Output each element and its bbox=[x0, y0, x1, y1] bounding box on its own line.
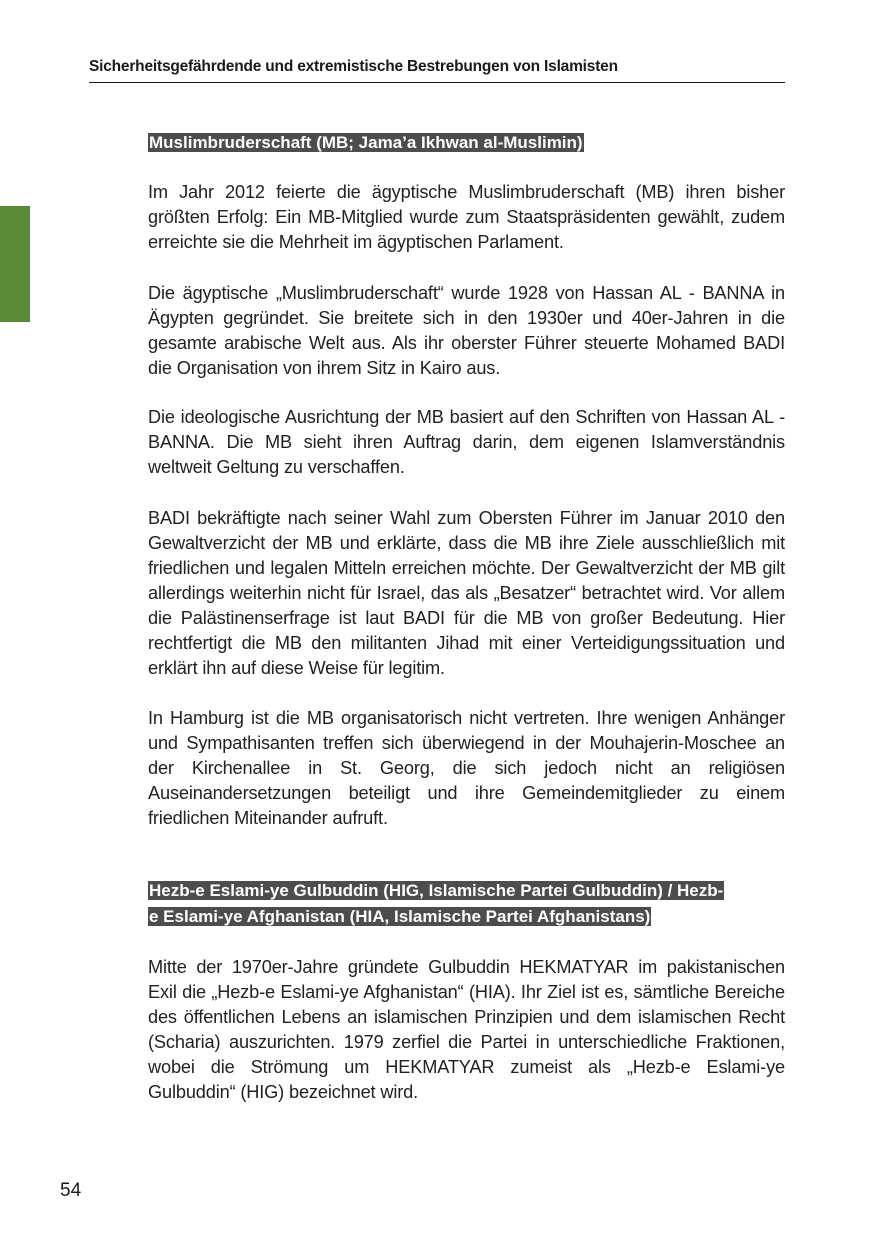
section-heading-hezb-e-eslami bbox=[148, 878, 785, 930]
running-header: Sicherheitsgefährdende und extremistische Bestrebungen von Islamisten bbox=[89, 58, 785, 83]
page-number: 54 bbox=[60, 1180, 82, 1201]
heading-line: Muslimbruderschaft (MB; Jama’a Ikhwan al-Muslimin) bbox=[149, 133, 583, 152]
section-heading-muslimbruderschaft bbox=[148, 130, 785, 156]
paragraph: Die ideologische Ausrichtung der MB basiert auf den Schriften von Hassan AL - BANNA. Die MB sieht ihren Auftrag darin, dem eigenen Islamverständnis weltweit Geltung zu verschaffen. bbox=[148, 407, 785, 477]
paragraph: Mitte der 1970er-Jahre gründete Gulbuddin HEKMATYAR im pakistanischen Exil die „Hezb-e Eslami-ye Afghanistan“ (HIA). Ihr Ziel ist es, sämtliche Bereiche des öffentlichen Lebens an islamischen Prinzipien und dem islamischen Recht (Scharia) auszurichten. 1979 zerfiel die Partei in unterschiedliche Fraktionen, wobei die Strömung um HEKMATYAR zumeist als „Hezb-e Eslami-ye Gulbuddin“ (HIG) bezeichnet wird. bbox=[148, 957, 785, 1102]
heading-line: Hezb-e Eslami-ye Gulbuddin (HIG, Islamische Partei Gulbuddin) / Hezb- bbox=[149, 881, 724, 900]
paragraph: Die ägyptische „Muslimbruderschaft“ wurde 1928 von Hassan AL - BANNA in Ägypten gegründet. Sie breitete sich in den 1930er und 40er-Jahren in die gesamte arabische Welt aus. Als ihr oberster Führer steuerte Mohamed BADI die Organisation von ihrem Sitz in Kairo aus. bbox=[148, 283, 785, 378]
paragraph: Im Jahr 2012 feierte die ägyptische Muslimbruderschaft (MB) ihren bisher größten Erfolg: Ein MB-Mitglied wurde zum Staatspräsidenten gewählt, zudem erreichte sie die Mehrheit im ägyptischen Parlament. bbox=[148, 182, 785, 252]
heading-line: e Eslami-ye Afghanistan (HIA, Islamische Partei Afghanistans) bbox=[149, 907, 651, 926]
paragraph: BADI bekräftigte nach seiner Wahl zum Obersten Führer im Januar 2010 den Gewaltverzicht der MB und erklärte, dass die MB ihre Ziele ausschließlich mit friedlichen und legalen Mitteln erreichen möchte. Der Gewaltverzicht der MB gilt allerdings weiterhin nicht für Israel, das als „Besatzer“ betrachtet wird. Vor allem die Palästinenserfrage ist laut BADI für die MB von großer Bedeutung. Hier rechtfertigt die MB den militanten Jihad mit einer Verteidigungssituation und erklärt ihn auf diese Weise für legitim. bbox=[148, 508, 785, 678]
chapter-tab-marker bbox=[0, 206, 30, 322]
paragraph: In Hamburg ist die MB organisatorisch nicht vertreten. Ihre wenigen Anhänger und Sympathisanten treffen sich überwiegend in der Mouhajerin-Moschee an der Kirchenallee in St. Georg, die sich jedoch nicht an religiösen Auseinandersetzungen beteiligt und ihre Gemeindemitglieder zu einem friedlichen Miteinander aufruft. bbox=[148, 708, 785, 828]
